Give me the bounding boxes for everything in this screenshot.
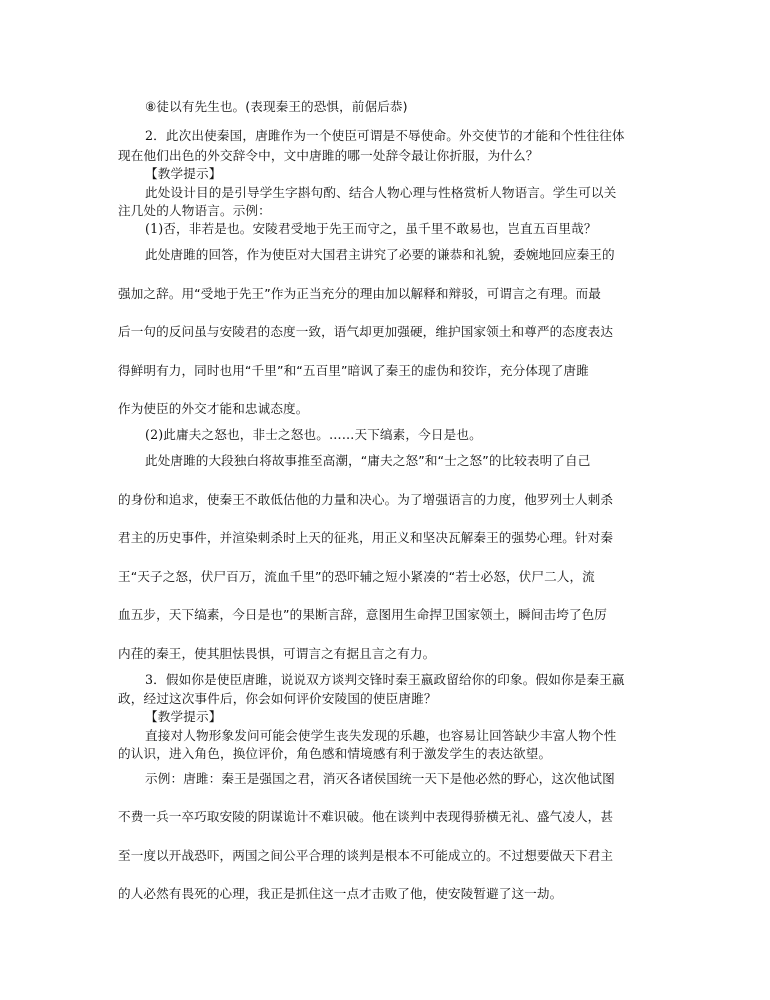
- example-1-quote: (1)否，非若是也。安陵君受地于先王而守之，虽千里不敢易也，岂直五百里哉？: [145, 221, 597, 236]
- example-1-analysis-line-1: 此处唐雎的回答，作为使臣对大国君主讲究了必要的谦恭和礼貌，委婉地回应秦王的: [145, 247, 615, 262]
- example-2-analysis-line-1: 此处唐雎的大段独白将故事推至高潮，“庸夫之怒”和“士之怒”的比较表明了自己: [145, 453, 591, 468]
- question-3-line-2: 政，经过这次事件后，你会如何评价安陵国的使臣唐雎？: [118, 691, 437, 706]
- example-3-line-4: 的人必然有畏死的心理，我正是抓住这一点才击败了他，使安陵暂避了这一劫。: [118, 886, 563, 901]
- example-1-analysis-line-5: 作为使臣的外交才能和忠诚态度。: [118, 401, 309, 416]
- question-3-line-1: 3．假如你是使臣唐雎，说说双方谈判交锋时秦王嬴政留给你的印象。假如你是秦王嬴: [145, 672, 625, 687]
- example-1-analysis-line-2: 强加之辞。用“受地于先王”作为正当充分的理由加以解释和辩驳，可谓言之有理。而最: [118, 286, 601, 301]
- example-2-analysis-line-2: 的身份和追求，使秦王不敢低估他的力量和决心。为了增强语言的力度，他罗列士人刺杀: [118, 492, 614, 507]
- example-3-text: 唐雎：秦王是强国之君，消灭各诸侯国统一天下是他必然的野心，这次他试图: [183, 771, 615, 786]
- teaching-hint-heading-2: 【教学提示】: [145, 709, 222, 724]
- example-3-line-3: 至一度以开战恐吓，两国之间公平合理的谈判是根本不可能成立的。不过想要做天下君主: [118, 848, 614, 863]
- example-3-line-2: 不费一兵一卒巧取安陵的阴谋诡计不难识破。他在谈判中表现得骄横无礼、盛气凌人，甚: [118, 809, 614, 824]
- example-2-analysis-line-5: 血五步，天下缟素，今日是也”的果断言辞，意图用生命捍卫国家领土，瞬间击垮了色厉: [118, 607, 607, 622]
- question-3-design-line-1: 直接对人物形象发问可能会使学生丧失发现的乐趣，也容易让回答缺少丰富人物个性: [145, 728, 617, 743]
- example-2-quote: (2)此庸夫之怒也，非士之怒也。……天下缟素，今日是也。: [145, 427, 482, 442]
- design-purpose-line-2: 注几处的人物语言。示例：: [118, 203, 271, 218]
- design-purpose-line-1: 此处设计目的是引导学生字斟句酌、结合人物心理与性格赏析人物语言。学生可以关: [145, 185, 617, 200]
- example-1-analysis-line-3: 后一句的反问虽与安陵君的态度一致，语气却更加强硬，维护国家领土和尊严的态度表达: [118, 324, 614, 339]
- example-2-analysis-line-3: 君主的历史事件，并渲染刺杀时上天的征兆，用正义和坚决瓦解秦王的强势心理。针对秦: [118, 530, 614, 545]
- example-1-analysis-line-4: 得鲜明有力，同时也用“千里”和“五百里”暗讽了秦王的虚伪和狡诈，充分体现了唐雎: [118, 363, 589, 378]
- answer-item-8: ⑧徒以有先生也。(表现秦王的恐惧，前倨后恭): [145, 99, 408, 114]
- teaching-hint-heading: 【教学提示】: [145, 166, 222, 181]
- question-2-line-2: 现在他们出色的外交辞令中，文中唐雎的哪一处辞令最让你折服，为什么？: [118, 148, 539, 163]
- question-2-line-1: 2．此次出使秦国，唐雎作为一个使臣可谓是不辱使命。外交使节的才能和个性往往体: [145, 128, 625, 143]
- example-3-label: 示例：: [145, 771, 184, 786]
- example-2-analysis-line-4: 王“天子之怒，伏尸百万，流血千里”的恐吓辅之短小紧凑的“若士必怒，伏尸二人，流: [118, 569, 595, 584]
- question-3-design-line-2: 的认识，进入角色，换位评价，角色感和情境感有利于激发学生的表达欲望。: [118, 746, 552, 761]
- example-2-analysis-line-6: 内荏的秦王，使其胆怯畏惧，可谓言之有据且言之有力。: [118, 646, 436, 661]
- example-3-line-1: [145, 768, 685, 788]
